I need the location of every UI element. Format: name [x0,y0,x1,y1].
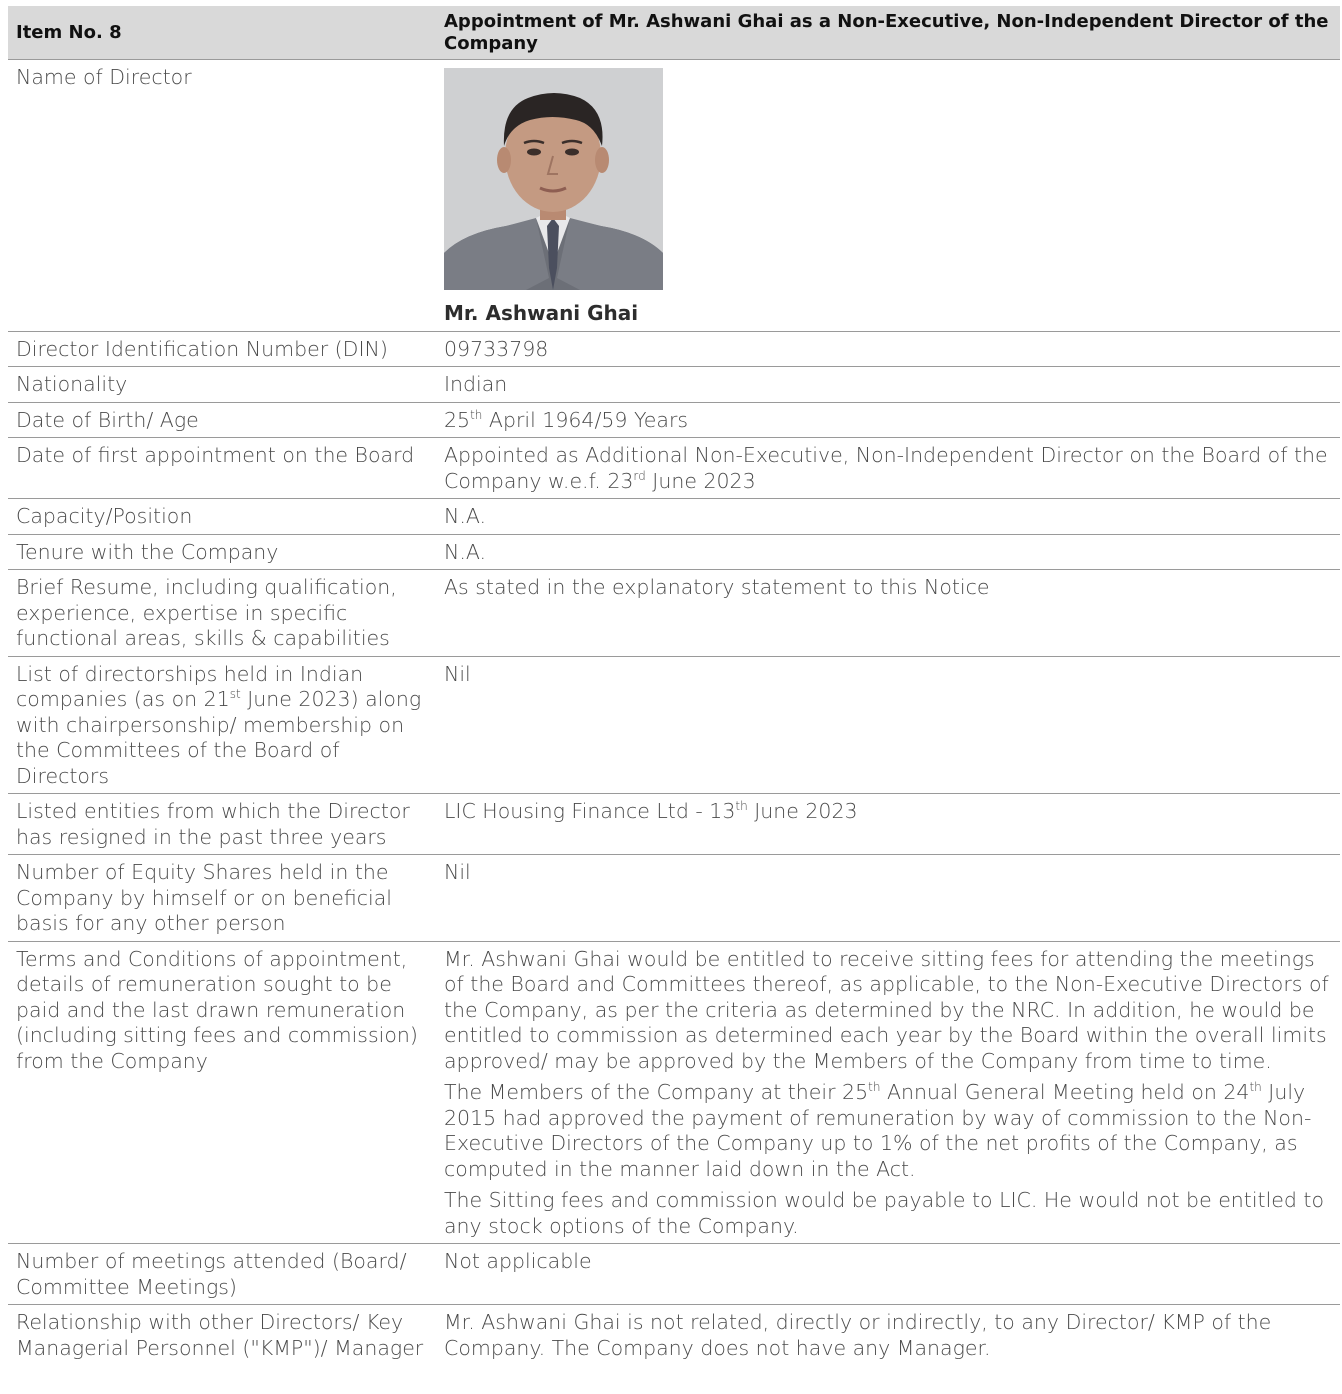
table-row-nationality [8,367,1340,403]
superscript: st [229,687,241,702]
row-label: Capacity/Position [8,499,436,535]
value-text: Appointed as Additional Non-Executive, Non-Independent Director on the Board of the Company w.e.f. 23 [444,443,1328,493]
row-label: Number of meetings attended (Board/ Committee Meetings) [8,1244,436,1305]
table-header-row [8,6,1340,60]
table-row-shares [8,855,1340,942]
row-value: N.A. [436,534,1340,570]
value-text: LIC Housing Finance Ltd - 13 [444,799,736,823]
item-number-heading: Item No. 8 [8,6,436,60]
label-text: List of directorships held in Indian companies (as on 21 [16,661,364,711]
value-text: June 2023 [645,468,756,493]
value-text: July 2015 had approved the payment of remuneration by way of commission to the Non-Executive Directors of the Company up to 1% of the net profits of the Company, as computed in the manner laid down in the Act. [444,1080,1312,1181]
row-value: Mr. Ashwani Ghai is not related, directly or indirectly, to any Director/ KMP of the Company. The Company does not have any Manager. [444,1310,1272,1360]
row-value: Not applicable [436,1244,1340,1305]
row-value: Indian [436,367,1340,403]
row-label: Date of Birth/ Age [8,402,436,438]
table-row-resume [8,570,1340,657]
table-row-relationship [8,1305,1340,1366]
row-value: Nil [436,855,1340,942]
superscript: th [735,799,748,814]
director-details-document [8,6,1340,1365]
director-photo [444,68,663,290]
table-row-directorships [8,656,1340,794]
row-value [436,60,1340,332]
terms-paragraph-2 [444,1080,1334,1182]
row-label: Listed entities from which the Director has resigned in the past three years [8,794,436,855]
table-row-first-appointment [8,438,1340,499]
table-row-dob [8,402,1340,438]
table-row-resigned [8,794,1340,855]
table-row-terms [8,941,1340,1244]
superscript: th [1249,1080,1262,1095]
row-value [436,402,1340,438]
value-text: The Members of the Company at their 25 [444,1080,869,1104]
value-text: April 1964/59 Years [482,407,689,432]
table-row-meetings [8,1244,1340,1305]
terms-paragraph-3: The Sitting fees and commission would be payable to LIC. He would not be entitled to any stock options of the Company. [444,1188,1324,1238]
row-label: Date of first appointment on the Board [8,438,436,499]
row-value [436,794,1340,855]
row-value [436,941,1340,1244]
value-text: Annual General Meeting held on 24 [880,1080,1250,1104]
row-value: 09733798 [436,331,1340,367]
terms-paragraph-1: Mr. Ashwani Ghai would be entitled to receive sitting fees for attending the meetings of the Board and Committees thereof, as applicable, to the Non-Executive Directors of the Company, as per the criteria as determined by the NRC. In addition, he would be entitled to commission as determined each year by the Board within the overall limits approved/ may be approved by the Members of the Company from time to time. [444,946,1329,1073]
row-label: Terms and Conditions of appointment, details of remuneration sought to be paid and the last drawn remuneration (including sitting fees and commission) from the Company [8,941,436,1244]
row-label: Relationship with other Directors/ Key Managerial Personnel ("KMP")/ Manager [16,1310,424,1360]
row-label: Director Identification Number (DIN) [8,331,436,367]
table-row-capacity [8,499,1340,535]
row-label: Brief Resume, including qualification, experience, expertise in specific functional areas, skills & capabilities [8,570,436,657]
row-label: Tenure with the Company [8,534,436,570]
row-label: Number of Equity Shares held in the Company by himself or on beneficial basis for any other person [8,855,436,942]
table-row-tenure [8,534,1340,570]
row-value [436,438,1340,499]
table-row-din [8,331,1340,367]
superscript: th [868,1080,881,1095]
director-name: Mr. Ashwani Ghai [444,301,639,325]
row-label: Name of Director [8,60,436,332]
director-details-table [8,6,1340,1365]
row-label [8,656,436,794]
row-value: As stated in the explanatory statement to this Notice [436,570,1340,657]
row-value: N.A. [436,499,1340,535]
superscript: rd [633,468,646,483]
item-title-heading: Appointment of Mr. Ashwani Ghai as a Non-Executive, Non-Independent Director of the Company [436,6,1340,60]
value-text: 25 [444,407,471,432]
table-row-name [8,60,1340,332]
label-text: June 2023) along with chairpersonship/ membership on the Committees of the Board of Directors [16,687,422,788]
row-value: Nil [436,656,1340,794]
superscript: th [470,407,483,422]
value-text: June 2023 [747,799,858,823]
row-label: Nationality [8,367,436,403]
